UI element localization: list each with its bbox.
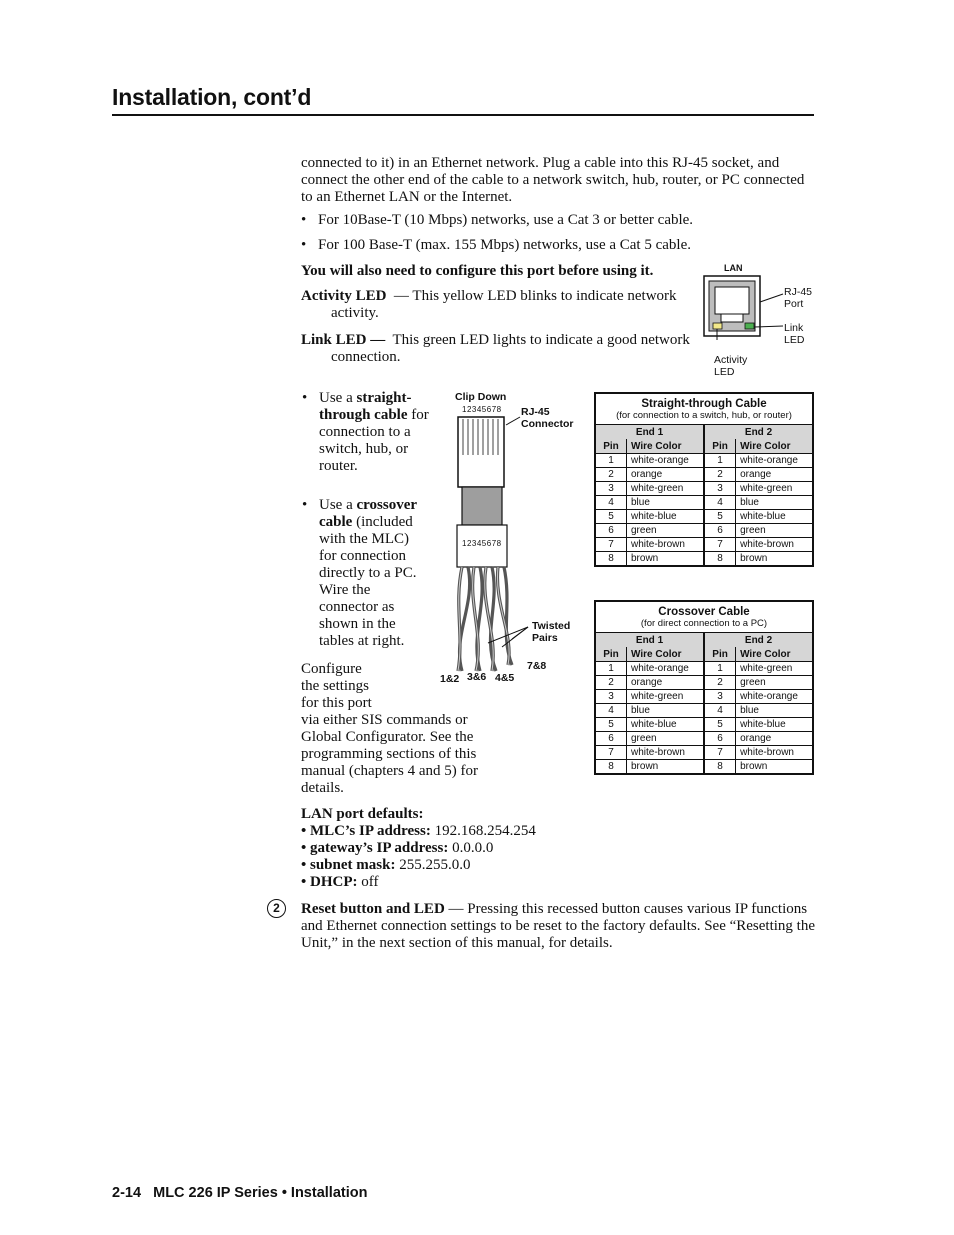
end-2-header: End 2 xyxy=(704,633,812,647)
pin-header: Pin xyxy=(704,439,736,454)
pin-cell: 6 xyxy=(704,524,736,538)
wire-color-cell: blue xyxy=(627,704,705,718)
pin-cell: 2 xyxy=(704,468,736,482)
wire-color-cell: blue xyxy=(736,496,812,510)
label-line: Twisted xyxy=(532,620,571,632)
table-row xyxy=(596,510,812,524)
wire-color-cell: orange xyxy=(627,676,705,690)
rj45-connector-label xyxy=(521,406,574,430)
straight-through-term: straight-through cable xyxy=(319,390,412,423)
color-header: Wire Color xyxy=(627,439,705,454)
reset-term: Reset button and LED xyxy=(301,901,445,917)
pin-cell: 1 xyxy=(704,662,736,676)
pin-cell: 8 xyxy=(704,552,736,566)
reset-description xyxy=(301,901,816,952)
wire-color-cell: brown xyxy=(627,760,705,774)
label-line: Connector xyxy=(521,418,574,430)
table-subtitle: (for direct connection to a PC) xyxy=(596,618,812,633)
pin-cell: 2 xyxy=(704,676,736,690)
table-row xyxy=(596,732,812,746)
link-led-label xyxy=(784,322,804,346)
wire-color-cell: orange xyxy=(736,468,812,482)
table-title: Crossover Cable xyxy=(658,606,750,618)
pair-3-6-label: 3&6 xyxy=(467,671,487,683)
wire-color-cell: green xyxy=(627,524,705,538)
crossover-bullet: • Use a crossover cable (included with the MLC) for connection directly to a PC. Wire the connector as shown in the tables at right. xyxy=(302,497,417,649)
default-label: • MLC’s IP address: xyxy=(301,823,431,839)
wire-color-cell: orange xyxy=(627,468,705,482)
pair-7-8-label: 7&8 xyxy=(527,660,547,672)
table-title: Straight-through Cable xyxy=(641,398,767,410)
intro-paragraph: connected to it) in an Ethernet network. Plug a cable into this RJ-45 socket, and connect the other end of the cable to a network switch, hub, router, or PC connected to an Ethernet LAN or the Internet. xyxy=(301,155,805,205)
default-value: 255.255.0.0 xyxy=(399,857,471,873)
wire-color-cell: brown xyxy=(736,552,812,566)
activity-led-text: — This yellow LED blinks to indicate network activity. xyxy=(331,288,677,321)
pin-cell: 8 xyxy=(608,553,614,564)
port-opening xyxy=(715,287,749,314)
pin-header: Pin xyxy=(596,439,627,454)
pin-numbers-top: 12345678 xyxy=(462,405,502,414)
default-label: • subnet mask: xyxy=(301,857,396,873)
wire-color-cell: blue xyxy=(627,496,705,510)
pin-cell: 7 xyxy=(596,746,627,760)
wire-color-cell: brown xyxy=(627,552,705,566)
wire-color-cell: white-brown xyxy=(736,538,812,552)
wire-color-cell: white-orange xyxy=(736,454,812,468)
activity-led xyxy=(713,323,722,329)
pin-cell: 3 xyxy=(596,690,627,704)
bullet-100base-t: • For 100 Base-T (max. 155 Mbps) networks, use a Cat 5 cable. xyxy=(301,237,691,253)
label-line: RJ-45 xyxy=(784,286,813,298)
pin-cell: 5 xyxy=(596,510,627,524)
label-line: RJ-45 xyxy=(521,406,550,418)
label-line: Port xyxy=(784,298,804,310)
link-led-term: Link LED — xyxy=(301,332,386,348)
wiring-grid xyxy=(596,425,812,565)
table-row xyxy=(596,718,812,732)
pair-1-2-label: 1&2 xyxy=(440,673,460,685)
wire-color-cell: brown xyxy=(736,760,812,774)
pin-cell: 4 xyxy=(704,704,736,718)
wire-color-cell: white-orange xyxy=(627,454,705,468)
lan-defaults xyxy=(301,806,701,891)
table-row xyxy=(596,454,812,468)
pin-cell: 5 xyxy=(596,718,627,732)
pin-cell: 6 xyxy=(596,524,627,538)
pin-cell: 7 xyxy=(596,538,627,552)
pin-cell: 6 xyxy=(596,732,627,746)
end-2-header: End 2 xyxy=(704,425,812,439)
label-line: Pairs xyxy=(532,632,558,644)
port-latch xyxy=(721,314,743,322)
footer xyxy=(112,1185,367,1201)
header-rule xyxy=(112,114,814,116)
page-title: Installation, cont’d xyxy=(112,84,312,110)
straight-through-table xyxy=(594,392,814,567)
wire-color-cell: blue xyxy=(736,704,812,718)
table-row xyxy=(596,468,812,482)
label-line: Activity xyxy=(714,354,748,366)
wire-color-cell: white-blue xyxy=(736,718,812,732)
text-line: Configure xyxy=(301,661,362,677)
table-row xyxy=(596,690,812,704)
wire-color-cell: white-green xyxy=(627,482,705,496)
table-row xyxy=(596,760,812,774)
default-value: 192.168.254.254 xyxy=(434,823,536,839)
table-row xyxy=(596,524,812,538)
color-header: Wire Color xyxy=(736,647,812,662)
pin-cell: 1 xyxy=(596,454,627,468)
rj45-port-label xyxy=(784,286,812,310)
wire-color-cell: white-green xyxy=(627,690,705,704)
footer-text: MLC 226 IP Series • Installation xyxy=(153,1185,368,1201)
default-dhcp xyxy=(301,874,701,891)
pin-cell: 4 xyxy=(596,496,627,510)
table-row xyxy=(596,704,812,718)
link-led xyxy=(745,323,754,329)
text-line: via either SIS commands or Global Configurator. See the programming sections of this manual (chapters 4 and 5) for details. xyxy=(301,712,479,796)
pin-numbers-bottom: 12345678 xyxy=(462,539,502,548)
configure-note: You will also need to configure this port before using it. xyxy=(301,263,654,279)
text: for connection to a switch, hub, or router. xyxy=(319,407,429,474)
activity-led-description xyxy=(301,288,701,322)
reset-text: — Pressing this recessed button causes various IP functions and Ethernet connection settings to be reset to the factory defaults. See “Resetting the Unit,” in the next section of this manual, for details. xyxy=(301,901,815,951)
pin-cell: 2 xyxy=(596,468,627,482)
crossover-table xyxy=(594,600,814,775)
table-row xyxy=(596,496,812,510)
text: Use a xyxy=(319,497,353,513)
default-subnet xyxy=(301,857,701,874)
default-ip xyxy=(301,823,701,840)
wire-color-cell: green xyxy=(736,524,812,538)
pin-cell: 8 xyxy=(704,760,736,774)
pin-cell: 5 xyxy=(704,718,736,732)
default-value: off xyxy=(361,874,379,890)
label-line: LED xyxy=(714,366,735,378)
color-header: Wire Color xyxy=(627,647,705,662)
wire-color-cell: orange xyxy=(736,732,812,746)
pin-cell: 3 xyxy=(704,482,736,496)
link-led-description xyxy=(301,332,701,366)
pin-cell: 5 xyxy=(704,510,736,524)
activity-led-term: Activity LED xyxy=(301,288,387,304)
text: Use a xyxy=(319,390,353,406)
wire-color-cell: green xyxy=(627,732,705,746)
end-1-header: End 1 xyxy=(596,633,704,647)
pin-cell: 6 xyxy=(704,732,736,746)
link-led-text: This green LED lights to indicate a good network connection. xyxy=(331,332,690,365)
default-value: 0.0.0.0 xyxy=(452,840,494,856)
pin-cell: 1 xyxy=(704,454,736,468)
clip-down-label: Clip Down xyxy=(455,391,507,403)
table-row xyxy=(596,676,812,690)
bullet-10base-t: • For 10Base-T (10 Mbps) networks, use a Cat 3 or better cable. xyxy=(301,212,694,228)
port-leader-line xyxy=(760,294,783,302)
wire-color-cell: white-brown xyxy=(627,538,705,552)
crossover-term: crossover cable xyxy=(319,497,417,530)
pin-cell: 8 xyxy=(608,761,614,772)
connector-boot xyxy=(462,487,502,525)
pin-cell: 4 xyxy=(704,496,736,510)
twisted-pairs-label xyxy=(532,620,570,644)
pin-header: Pin xyxy=(596,647,627,662)
bullet-text: For 10Base-T (10 Mbps) networks, use a Cat 3 or better cable. xyxy=(318,212,694,228)
label-line: LED xyxy=(784,334,805,346)
pin-cell: 7 xyxy=(704,538,736,552)
lan-label: LAN xyxy=(724,263,743,273)
rj45-port-diagram xyxy=(700,272,790,342)
wire-color-cell: white-green xyxy=(736,482,812,496)
wire-color-cell: white-brown xyxy=(736,746,812,760)
wire-color-cell: white-blue xyxy=(627,718,705,732)
text-line: for this port xyxy=(301,695,372,711)
table-subtitle: (for connection to a switch, hub, or router) xyxy=(596,410,812,425)
default-label: • gateway’s IP address: xyxy=(301,840,449,856)
wire-color-cell: white-green xyxy=(736,662,812,676)
pin-cell: 7 xyxy=(704,746,736,760)
pin-cell: 4 xyxy=(596,704,627,718)
text-line: the settings xyxy=(301,678,369,694)
pin-cell: 3 xyxy=(704,690,736,704)
table-row xyxy=(596,552,812,566)
pin-cell: 2 xyxy=(596,676,627,690)
table-row xyxy=(596,662,812,676)
bullet-text: For 100 Base-T (max. 155 Mbps) networks, use a Cat 5 cable. xyxy=(318,237,691,253)
color-header: Wire Color xyxy=(736,439,812,454)
activity-led-label xyxy=(714,354,747,378)
wire-color-cell: white-blue xyxy=(627,510,705,524)
callout-number-2: 2 xyxy=(267,899,286,918)
pin-header: Pin xyxy=(704,647,736,662)
straight-through-bullet: • Use a straight-through cable for connection to a switch, hub, or router. xyxy=(302,390,429,474)
wire-color-cell: green xyxy=(736,676,812,690)
wire-color-cell: white-orange xyxy=(736,690,812,704)
table-row xyxy=(596,746,812,760)
lan-defaults-heading: LAN port defaults: xyxy=(301,806,424,822)
wire-color-cell: white-orange xyxy=(627,662,705,676)
wiring-grid xyxy=(596,633,812,773)
pair-4-5-label: 4&5 xyxy=(495,672,515,684)
connector-body xyxy=(458,417,504,487)
default-label: • DHCP: xyxy=(301,874,358,890)
table-row xyxy=(596,482,812,496)
pin-cell: 3 xyxy=(596,482,627,496)
label-line: Link xyxy=(784,322,804,334)
table-row xyxy=(596,538,812,552)
default-gateway xyxy=(301,840,701,857)
pin-cell: 1 xyxy=(596,662,627,676)
wire-color-cell: white-blue xyxy=(736,510,812,524)
page-number: 2-14 xyxy=(112,1185,142,1201)
wire-color-cell: white-brown xyxy=(627,746,705,760)
text: (included with the MLC) for connection directly to a PC. Wire the connector as shown in the tables at right. xyxy=(319,514,417,649)
end-1-header: End 1 xyxy=(596,425,704,439)
